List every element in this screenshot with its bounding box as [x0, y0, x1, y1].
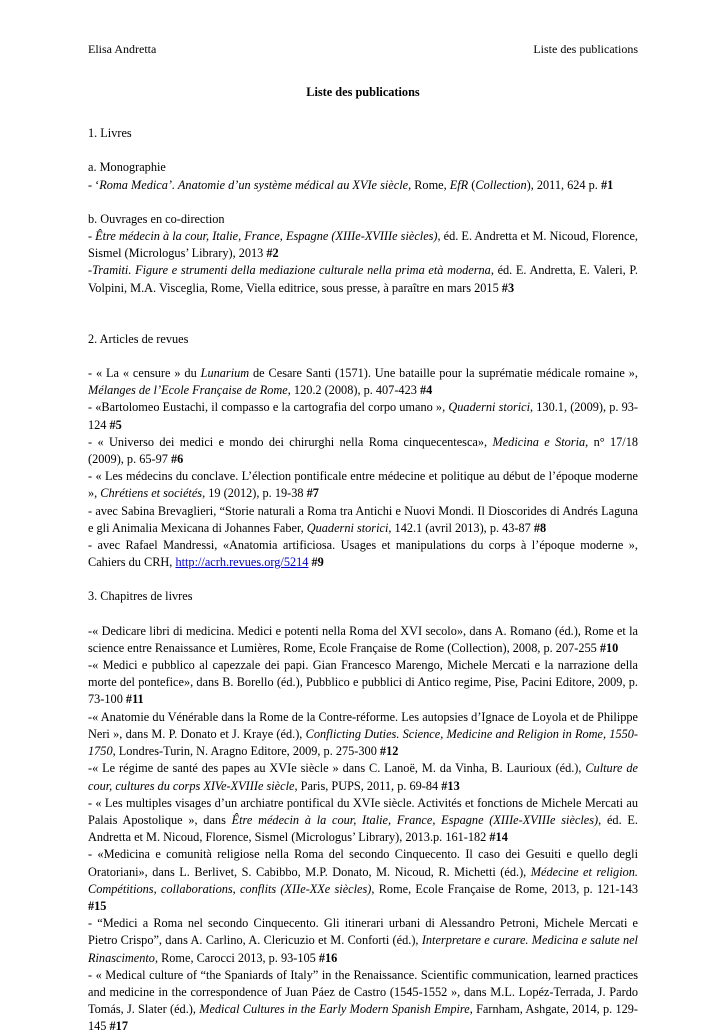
ref-9: #9: [311, 555, 324, 570]
ref-2: #2: [266, 246, 279, 261]
ref-3: #3: [501, 280, 515, 295]
section-livres: 1. Livres: [88, 126, 132, 141]
header-doc-title: Liste des publications: [533, 42, 638, 56]
entry-9: - avec Rafael Mandressi, «Anatomia artificiosa. Usages et manipulations du corps à l’époque moderne », Cahiers du CRH, http://acrh.revues.org/5214 #9: [88, 538, 638, 570]
entry-15: - «Medicina e comunità religiose nella Roma del secondo Cinquecento. Il caso dei Gesuiti e quello degli Oratoriani», dans L. Berlivet, S. Cabibbo, M.P. Donato, M. Nicoud, R. Michetti (éd.), Médecine et religion. Compétitions, collaborations, conflits (XIIe-XXe siècles), Rome, Ecole Française de Rome, 2013, p. 121-143 #15: [88, 847, 638, 913]
ref-1: #1: [600, 177, 614, 192]
section-chapitres: 3. Chapitres de livres: [88, 589, 193, 604]
acrh-link[interactable]: http://acrh.revues.org/5214: [175, 555, 309, 570]
entry-17: - « Medical culture of “the Spaniards of Italy” in the Renaissance. Scientific communication, learned practices and medicine in the correspondence of Juan Páez de Castro (1545-1552 », dans M.L. Lopéz-Terrada, J. Pardo Tomás, J. Slater (éd.), Medical Cultures in the Early Modern Spanish Empire, Farnham, Ashgate, 2014, p. 129-145 #17: [88, 967, 639, 1034]
ref-5: #5: [109, 417, 122, 432]
entry-12: -« Anatomie du Vénérable dans la Rome de la Contre-réforme. Les autopsies d’Ignace de Loyola et de Philippe Neri », dans M. P. Donato et J. Kraye (éd.), Conflicting Duties. Science, Medicine and Religion in Rome, 1550-1750, Londres-Turin, N. Aragno Editore, 2009, p. 275-300 #12: [88, 709, 638, 759]
entry-5: - «Bartolomeo Eustachi, il compasso e la cartografia del corpo umano », Quaderni storici, 130.1, (2009), p. 93-124 #5: [88, 400, 638, 432]
ref-14: #14: [489, 830, 508, 845]
entry-6: - « Universo dei medici e mondo dei chirurghi nella Roma cinquecentesca», Medicina e Storia, n° 17/18 (2009), p. 65-97 #6: [88, 434, 638, 467]
ref-13: #13: [441, 778, 460, 793]
entry-2: - Être médecin à la cour, Italie, France, Espagne (XIIIe-XVIIIe siècles), éd. E. Andretta et M. Nicoud, Florence, Sismel (Micrologus’ Library), 2013 #2: [88, 229, 638, 261]
ref-7: #7: [306, 486, 319, 501]
ref-11: #11: [125, 692, 144, 707]
entry-13: -« Le régime de santé des papes au XVIe siècle » dans C. Lanoë, M. da Vinha, B. Laurioux (éd.), Culture de cour, cultures du corps XIVe-XVIIIe siècle, Paris, PUPS, 2011, p. 69-84 #13: [88, 761, 638, 793]
ref-15: #15: [88, 898, 107, 913]
ref-16: #16: [318, 950, 338, 965]
entry-3: -Tramiti. Figure e strumenti della mediazione culturale nella prima età moderna, éd. E. Andretta, E. Valeri, P. Volpini, M.A. Visceglia, Rome, Viella editrice, sous presse, à paraître en mars 2015 #3: [88, 263, 638, 295]
header-author: Elisa Andretta: [88, 42, 157, 56]
entry-14: - « Les multiples visages d’un archiatre pontifical du XVIe siècle. Activités et fonctions de Michele Mercati au Palais Apostolique », dans Être médecin à la cour, Italie, France, Espagne (XIIIe-XVIIIe siècles), éd. E. Andretta et M. Nicoud, Florence, Sismel (Micrologus’ Library), 2013.p. 161-182 #14: [88, 795, 638, 845]
section-ouvrages: b. Ouvrages en co-direction: [88, 211, 225, 226]
entry-7: - « Les médecins du conclave. L’élection pontificale entre médecine et politique au début de l’époque moderne », Chrétiens et sociétés, 19 (2012), p. 19-38 #7: [88, 469, 638, 501]
page-title: Liste des publications: [306, 85, 420, 99]
section-monographie: a. Monographie: [88, 160, 166, 175]
ref-4: #4: [419, 383, 433, 398]
entry-11: -« Medici e pubblico al capezzale dei papi. Gian Francesco Marengo, Michele Mercati e la narrazione della morte del pontefice», dans B. Borello (éd.), Pubblico e pubblici di Antico regime, Pise, Pacini Editore, 2009, p. 73-100 #11: [88, 658, 638, 707]
entry-4: - « La « censure » du Lunarium de Cesare Santi (1571). Une bataille pour la suprématie médicale romaine », Mélanges de l’Ecole Française de Rome, 120.2 (2008), p. 407-423 #4: [88, 366, 638, 398]
entry-8: - avec Sabina Brevaglieri, “Storie naturali a Roma tra Antichi e Nuovi Mondi. Il Dioscorides di Andrés Laguna e gli Animalia Mexicana di Johannes Faber, Quaderni storici, 142.1 (avril 2013), p. 43-87 #8: [88, 503, 638, 535]
section-articles: 2. Articles de revues: [88, 331, 189, 346]
entry-1: - ‘Roma Medica’. Anatomie d’un système médical au XVIe siècle, Rome, EfR (Collection), 2011, 624 p. #1: [88, 177, 614, 192]
ref-10: #10: [599, 640, 619, 655]
ref-17: #17: [109, 1019, 128, 1034]
ref-8: #8: [533, 520, 547, 535]
ref-12: #12: [379, 744, 399, 759]
publication-list: [88, 84, 638, 1036]
ref-6: #6: [171, 452, 184, 467]
entry-16: - “Medici a Roma nel secondo Cinquecento. Gli itinerari urbani di Alessandro Petroni, Michele Mercati e Pietro Crispo”, dans A. Carlino, A. Clericuzio et M. Conforti (éd.), Interpretare e curare. Medicina e salute nel Rinascimento, Rome, Carocci 2013, p. 93-105 #16: [88, 916, 638, 965]
entry-10: -« Dedicare libri di medicina. Medici e potenti nella Roma del XVI secolo», dans A. Romano (éd.), Rome et la science entre Renaissance et Lumières, Rome, Ecole Française de Rome (Collection), 2008, p. 207-255 #10: [88, 623, 638, 655]
